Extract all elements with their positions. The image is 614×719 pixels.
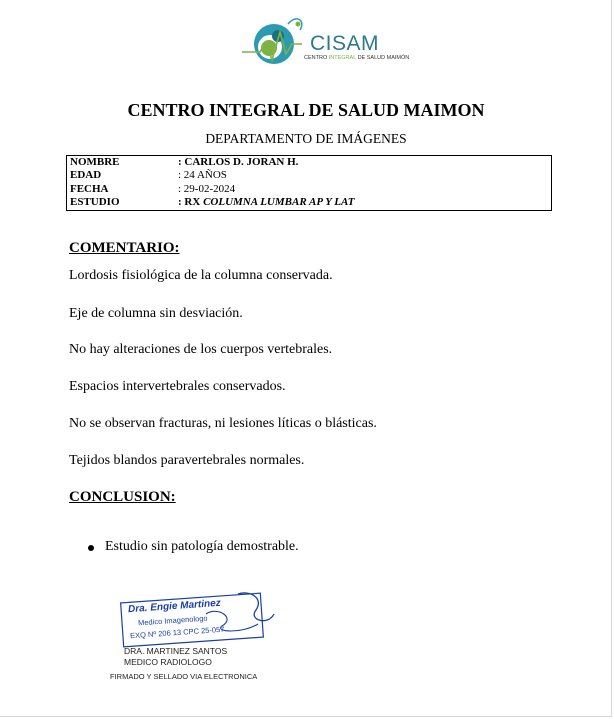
study-value: : RX COLUMNA LUMBAR AP Y LAT: [178, 196, 355, 208]
comentario-heading: COMENTARIO:: [69, 240, 180, 256]
study-label: ESTUDIO: [70, 196, 120, 208]
name-value: : CARLOS D. JORAN H.: [178, 156, 299, 168]
comentario-line: No se observan fracturas, ni lesiones líticas o blásticas.: [69, 416, 377, 431]
age-label: EDAD: [70, 169, 102, 181]
date-label: FECHA: [70, 183, 109, 195]
comentario-line: Eje de columna sin desviación.: [69, 306, 243, 321]
signature-note: FIRMADO Y SELLADO VIA ELECTRONICA: [110, 672, 258, 681]
comentario-line: No hay alteraciones de los cuerpos vertebrales.: [69, 342, 333, 357]
bullet-icon: [88, 545, 94, 551]
logo-subtitle: CENTRO INTEGRAL DE SALUD MAIMÓN: [304, 55, 410, 61]
stamp-doctor-name: Dra. Engie Martinez: [127, 597, 222, 616]
comentario-line: Tejidos blandos paravertebrales normales.: [69, 453, 305, 468]
report-page: CISAM CENTRO INTEGRAL DE SALUD MAIMÓN CENTRO INTEGRAL DE SALUD MAIMON DEPARTAMENTO DE IMÁGENES NOMBRE : CARLOS D. JORAN H. EDAD : 24 AÑOS FECHA : 29-02-2024 ESTUDIO : RX COLUMNA LUMBAR AP Y LAT COMENTARIO: Lordosis fisiológica de la columna conservada. Eje de columna sin desviación. No hay alteraciones de los cuerpos vertebrales. Espacios intervertebrales conservados. No se observan fracturas, ni lesiones líticas o blásticas. Tejidos blandos paravertebrales normales. CONCLUSION: Estudio sin patología demostrable. Dra. Engie Martinez Medico Imagenologo EXQ Nº 206 13 CPC 25-057 DRA. MARTINEZ SANTOS MEDICO RADIOLOGO FIRMADO Y SELLADO VIA ELECTRONICA: [0, 0, 612, 717]
report-title: CENTRO INTEGRAL DE SALUD MAIMON: [127, 100, 485, 120]
stamp-role: Medico Imagenologo: [137, 613, 208, 628]
date-value: : 29-02-2024: [178, 183, 236, 195]
name-label: NOMBRE: [70, 156, 120, 168]
logo-text: CISAM: [310, 32, 380, 55]
comentario-line: Lordosis fisiológica de la columna conservada.: [69, 268, 333, 283]
conclusion-heading: CONCLUSION:: [69, 489, 176, 505]
age-value: : 24 AÑOS: [178, 169, 227, 181]
comentario-line: Espacios intervertebrales conservados.: [69, 379, 286, 394]
doctor-role: MEDICO RADIOLOGO: [124, 657, 212, 667]
doctor-name: DRA. MARTINEZ SANTOS: [124, 646, 228, 656]
patient-info-box: [66, 155, 552, 211]
stamp-exequatur: EXQ Nº 206 13 CPC 25-057: [129, 624, 225, 641]
department-name: DEPARTAMENTO DE IMÁGENES: [205, 131, 407, 146]
